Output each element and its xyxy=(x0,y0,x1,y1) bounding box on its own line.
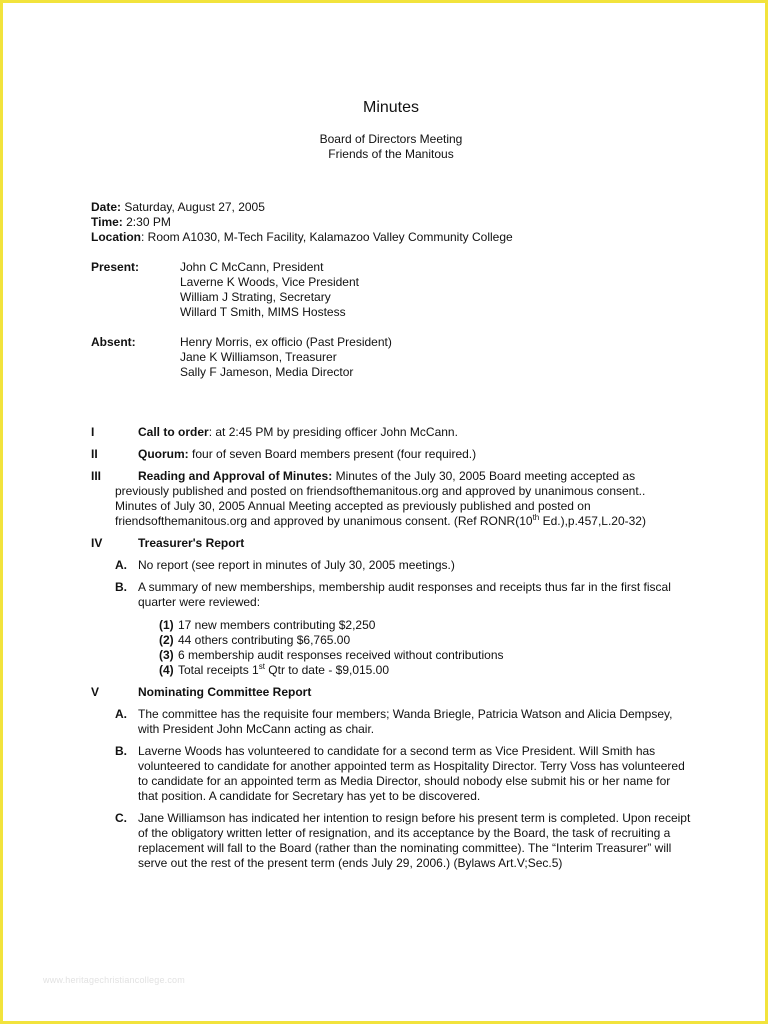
section-text-line xyxy=(115,514,691,529)
subsection-a xyxy=(115,707,691,737)
section-text: : at 2:45 PM by presiding officer John McCann. xyxy=(208,425,458,439)
section-heading: Reading and Approval of Minutes: xyxy=(138,469,333,483)
present-name: John C McCann, President xyxy=(180,260,324,274)
time-label: Time: xyxy=(91,215,123,229)
section-nominating-committee xyxy=(91,685,691,871)
subsection-letter: B. xyxy=(115,580,127,594)
section-number: III xyxy=(91,469,102,483)
present-name: William J Strating, Secretary xyxy=(180,290,331,304)
list-item xyxy=(159,663,691,678)
item-number: (4) xyxy=(159,663,174,677)
superscript: st xyxy=(258,662,265,671)
document-content xyxy=(91,98,691,878)
item-number: (2) xyxy=(159,633,174,647)
section-text-line: previously published and posted on friendsofthemanitous.org and approved by unanimous consent.. xyxy=(115,484,646,498)
subsection-text: The committee has the requisite four members; Wanda Briegle, Patricia Watson and Alicia Dempsey, with President John McCann acting as chair. xyxy=(138,707,673,736)
section-body xyxy=(138,536,691,551)
meeting-type: Board of Directors Meeting xyxy=(319,132,463,146)
item-text: 17 new members contributing $2,250 xyxy=(178,618,376,632)
section-number: II xyxy=(91,447,98,461)
item-number: (1) xyxy=(159,618,174,632)
subsection-c xyxy=(115,811,691,871)
subsection-b xyxy=(115,580,691,610)
section-heading: Quorum: xyxy=(138,447,189,461)
section-number: IV xyxy=(91,536,103,550)
list-item xyxy=(159,633,691,648)
section-text: friendsofthemanitous.org and approved by unanimous consent. (Ref RONR(10 xyxy=(115,514,533,528)
absent-label: Absent: xyxy=(91,335,136,349)
absent-roster xyxy=(91,335,691,380)
subsection-letter: A. xyxy=(115,707,127,721)
present-name: Willard T Smith, MIMS Hostess xyxy=(180,305,346,319)
date-value: Saturday, August 27, 2005 xyxy=(121,200,265,214)
section-body xyxy=(138,447,691,462)
section-number: V xyxy=(91,685,100,699)
subsection-text: No report (see report in minutes of July 30, 2005 meetings.) xyxy=(138,558,455,572)
subsection-b xyxy=(115,744,691,804)
organization-name: Friends of the Manitous xyxy=(328,147,454,161)
section-body xyxy=(138,425,691,440)
section-heading: Treasurer's Report xyxy=(138,536,245,550)
section-text: Ed.),p.457,L.20-32) xyxy=(539,514,646,528)
receipts-list xyxy=(159,618,691,678)
subsection-letter: A. xyxy=(115,558,127,572)
item-text: 6 membership audit responses received without contributions xyxy=(178,648,504,662)
subsection-letter: B. xyxy=(115,744,127,758)
superscript: th xyxy=(532,513,540,522)
section-heading: Call to order xyxy=(138,425,209,439)
item-text: Qtr to date - $9,015.00 xyxy=(264,663,390,677)
subsection-text: Jane Williamson has indicated her intention to resign before his present term is completed. Upon receipt of the obligatory written letter of resignation, and its acceptance by the Board, the task of recruiting a replacement will fall to the Board (rather than the nominating committee). The “Interim Treasurer” will serve out the rest of the present term (ends July 29, 2006.) (Bylaws Art.V;Sec.5) xyxy=(138,811,691,870)
present-names xyxy=(180,260,359,320)
absent-name: Sally F Jameson, Media Director xyxy=(180,365,354,379)
present-label: Present: xyxy=(91,260,140,274)
section-quorum xyxy=(91,447,691,462)
section-treasurers-report xyxy=(91,536,691,678)
section-heading: Nominating Committee Report xyxy=(138,685,312,699)
item-text: 44 others contributing $6,765.00 xyxy=(178,633,351,647)
section-text-line: Minutes of July 30, 2005 Annual Meeting accepted as previously published and posted on xyxy=(115,499,591,513)
absent-name: Henry Morris, ex officio (Past President) xyxy=(180,335,392,349)
agenda-sections xyxy=(91,425,691,871)
present-name: Laverne K Woods, Vice President xyxy=(180,275,359,289)
location-line xyxy=(91,230,691,245)
item-number: (3) xyxy=(159,648,174,662)
subsection-text: A summary of new memberships, membership audit responses and receipts thus far in the first fiscal quarter were reviewed: xyxy=(138,580,671,609)
section-body xyxy=(138,469,691,484)
section-text: Minutes of the July 30, 2005 Board meeting accepted as xyxy=(332,469,636,483)
location-value: : Room A1030, M-Tech Facility, Kalamazoo Valley Community College xyxy=(141,230,513,244)
section-text: four of seven Board members present (four required.) xyxy=(188,447,477,461)
subsection-letter: C. xyxy=(115,811,127,825)
time-value: 2:30 PM xyxy=(122,215,171,229)
date-label: Date: xyxy=(91,200,122,214)
absent-names xyxy=(180,335,392,380)
section-number: I xyxy=(91,425,95,439)
section-approval-of-minutes xyxy=(91,469,691,529)
section-body xyxy=(138,685,691,700)
subsection-a xyxy=(115,558,691,573)
list-item xyxy=(159,618,691,633)
present-roster xyxy=(91,260,691,320)
page-title: Minutes xyxy=(362,99,420,116)
watermark: www.heritagechristiancollege.com xyxy=(43,975,185,985)
item-text: Total receipts 1 xyxy=(178,663,259,677)
date-line xyxy=(91,200,691,215)
subsection-text: Laverne Woods has volunteered to candidate for a second term as Vice President. Will Smith has volunteered to candidate for another appointed term as Hospitality Director. Terry Voss has volunteered to candidate for an appointed term as Media Director, should nobody else submit his or her name for that position. A candidate for Secretary has yet to be discovered. xyxy=(138,744,685,803)
time-line xyxy=(91,215,691,230)
absent-name: Jane K Williamson, Treasurer xyxy=(180,350,337,364)
meeting-details xyxy=(91,200,691,245)
location-label: Location xyxy=(91,230,141,244)
list-item xyxy=(159,648,691,663)
section-call-to-order xyxy=(91,425,691,440)
